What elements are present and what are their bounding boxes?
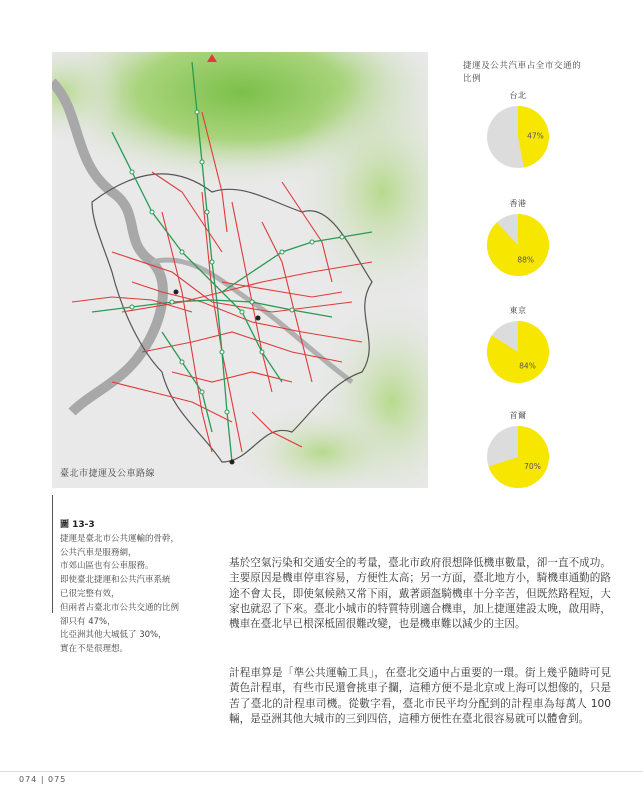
pie-3 xyxy=(478,305,558,391)
pie-4 xyxy=(478,410,558,496)
caption-line: 實在不是很理想。 xyxy=(60,644,129,655)
pie-graphic xyxy=(478,424,558,492)
caption-divider xyxy=(52,495,53,613)
body-paragraph-2: 計程車算是「準公共運輸工具」，在臺北交通中占重要的一環。街上幾乎隨時可見黃色計程車，有些市民還會挑車子攔，這種方便不是北京或上海可以想像的，只是苦了臺北的計程車司機。從數字看，臺北市民平均分配到的計程車為每萬人 100 輛，是亞洲其他大城市的三到四倍，這種方便性在臺北很容易就可以體會到。 xyxy=(229,667,611,725)
pie-city-label: 首爾 xyxy=(509,411,527,420)
caption-line: 捷運是臺北市公共運輸的骨幹， xyxy=(60,533,180,544)
pie-graphic xyxy=(478,319,558,387)
pie-graphic xyxy=(478,104,558,172)
pie-value-label: 84% xyxy=(519,361,536,371)
caption-line: 公共汽車是服務網， xyxy=(60,547,137,558)
caption-line: 市郊山區也有公車服務。 xyxy=(60,561,154,572)
figure-caption xyxy=(60,519,220,657)
pie-graphic xyxy=(478,212,558,280)
pie-city-label: 東京 xyxy=(509,306,527,315)
caption-line: 卻只有 47%， xyxy=(60,616,116,627)
pie-value-label: 88% xyxy=(517,255,535,265)
pie-city-label: 香港 xyxy=(509,199,527,208)
body-paragraph-1: 基於空氣污染和交通安全的考量，臺北市政府很想降低機車數量，卻一直不成功。主要原因是機車停車容易，方便性太高；另一方面，臺北地方小，騎機車通勤的路途不會太長，即使氣候熱又常下雨，戴著頭盔騎機車十分辛苦，但既然路程短，大家也就忍了下來。臺北小城市的特質特別適合機車，加上捷運建設太晚，啟用時，機車在臺北早已根深柢固很難改變，也是機車難以減少的主因。 xyxy=(229,557,611,631)
transit-map-graphic xyxy=(52,52,428,488)
pie-value-label: 47% xyxy=(527,131,544,141)
pie-chart-title: 捷運及公共汽車占全市交通的比例 xyxy=(463,61,582,84)
pie-city-label: 台北 xyxy=(509,91,527,100)
transit-map xyxy=(52,52,428,488)
caption-line: 但兩者占臺北市公共交通的比例 xyxy=(60,602,180,613)
pie-2 xyxy=(478,198,558,284)
caption-line: 已很完整有效， xyxy=(60,588,120,599)
caption-line: 比亞洲其他大城低了 30%， xyxy=(60,630,167,641)
pie-value-label: 70% xyxy=(524,462,541,472)
pie-1 xyxy=(478,90,558,176)
footer-rule xyxy=(0,771,643,772)
figure-number: 圖 13-3 xyxy=(60,520,95,530)
caption-line: 即使臺北捷運和公共汽車系統 xyxy=(60,575,171,586)
page-numbers: 074 | 075 xyxy=(19,775,67,784)
map-label: 臺北市捷運及公車路線 xyxy=(60,469,156,479)
